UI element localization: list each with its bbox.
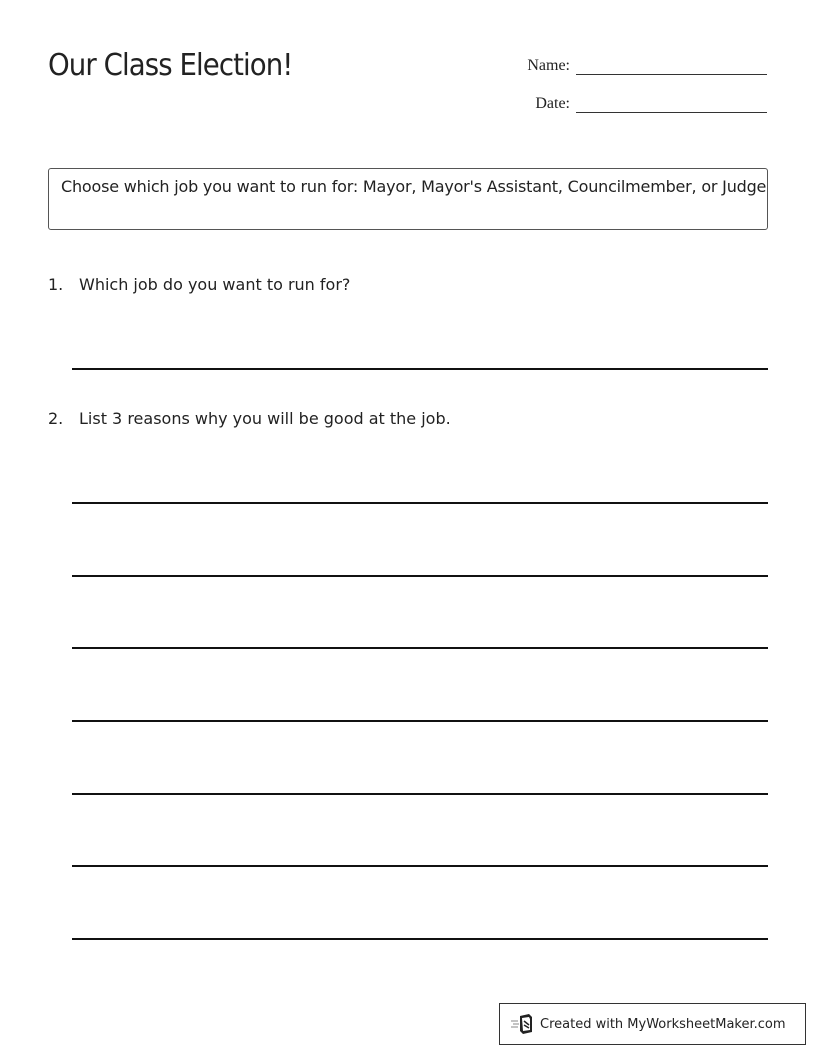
answer-line[interactable]: [72, 502, 768, 504]
name-label: Name:: [527, 57, 570, 74]
footer-text: Created with MyWorksheetMaker.com: [540, 1016, 786, 1032]
question-text: List 3 reasons why you will be good at the job.: [79, 409, 451, 428]
date-blank-line[interactable]: [576, 94, 767, 113]
answer-line[interactable]: [72, 575, 768, 577]
instructions-box: Choose which job you want to run for: Mayor, Mayor's Assistant, Councilmember, or Judge: [48, 168, 768, 230]
answer-line[interactable]: [72, 793, 768, 795]
name-field: [500, 56, 767, 75]
answer-line[interactable]: [72, 720, 768, 722]
name-blank-line[interactable]: [576, 56, 767, 75]
date-field: [500, 94, 767, 113]
answer-line[interactable]: [72, 938, 768, 940]
question-number: 2.: [48, 409, 64, 428]
footer-badge[interactable]: [499, 1003, 806, 1045]
answer-line[interactable]: [72, 865, 768, 867]
question-1: [48, 275, 350, 294]
answer-line[interactable]: [72, 647, 768, 649]
worksheet-logo-icon: [510, 1013, 534, 1035]
page-title: Our Class Election!: [48, 48, 293, 83]
answer-line[interactable]: [72, 368, 768, 370]
date-label: Date:: [535, 95, 570, 112]
question-number: 1.: [48, 275, 64, 294]
question-text: Which job do you want to run for?: [79, 275, 351, 294]
question-2: [48, 409, 451, 428]
